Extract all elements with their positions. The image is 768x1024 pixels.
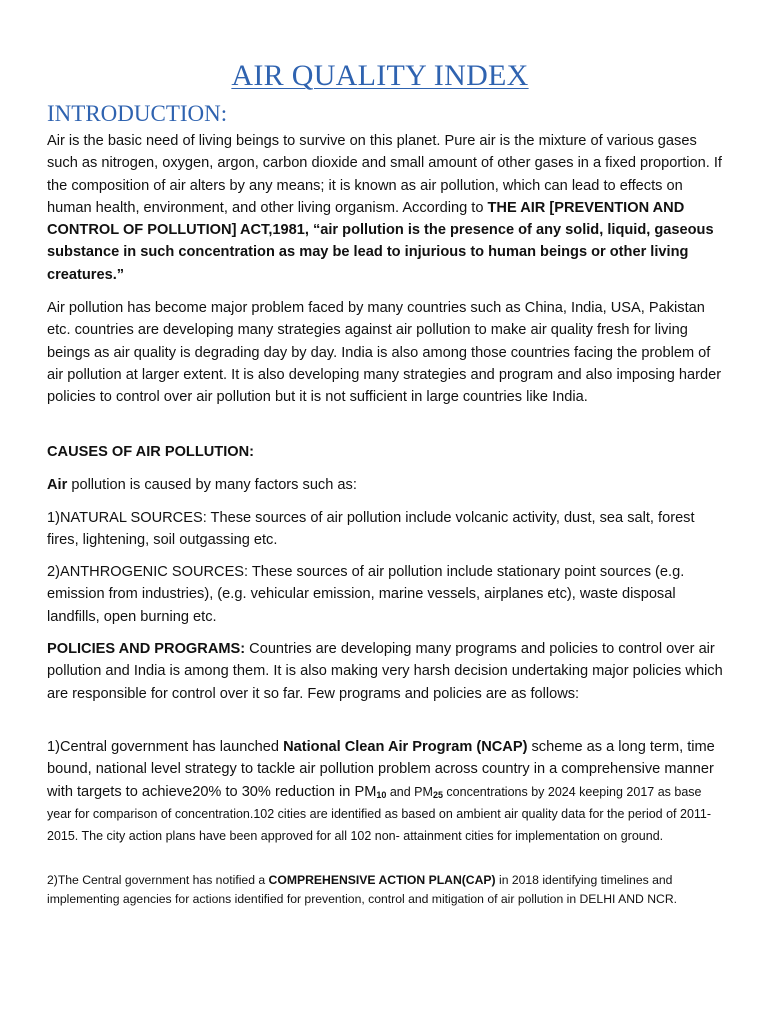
pollution-text: Air pollution has become major problem faced by many countries such as China, India, USA, Pakistan etc. countries are developing many strategies against air pollution to make air quality fresh for living beings as air quality is degrading day by day. India is also among those countries facing the problem of air pollution at larger extent. It is also developing many strategies and program and also imposing harder policies to control over air pollution but it is not sufficient in large countries like India. [47,300,722,406]
program-item-2 [47,871,729,910]
anthrogenic-sources-text: : These sources of air pollution include stationary point sources (e.g. emission from industries), (e.g. vehicular emission, marine vessels, airplanes etc), waste disposal landfills, open burning etc. [47,564,685,625]
introduction-heading: INTRODUCTION: [47,101,228,126]
causes-heading [47,441,729,463]
cap-plan: COMPREHENSIVE ACTION PLAN(CAP) [268,873,496,887]
anthrogenic-sources-label: 2)ANTHROGENIC SOURCES [47,564,245,580]
act-name: THE AIR [PREVENTION AND CONTROL OF POLLUTION] ACT,1981, [47,199,685,239]
item1-text-a: scheme as a long term, time bound, national level strategy to tackle air pollution problem across country in a comprehensive manner with targets to achieve20% to 30% reduction in PM [47,739,715,800]
item1-text-b: concentrations by 2024 keeping 2017 as base year for comparison of concentration.102 cities are identified as based on ambient air quality data for the period of 2011-2015. The city action plans have been approved for all 102 non- attainment cities for implementation on ground. [47,784,712,844]
natural-sources-text: : These sources of air pollution include volcanic activity, dust, sea salt, forest fires, lightening, soil outgassing etc. [47,510,695,549]
pm10-subscript: 10 [376,789,387,800]
causes-intro [47,474,729,496]
item2-prefix: 2)The Central government has notified a [47,873,269,887]
policies-label: POLICIES AND PROGRAMS: [47,641,246,657]
causes-intro-bold: Air [47,477,68,493]
item2-text: in 2018 identifying timelines and implementing agencies for actions identified for prevention, control and mitigation of air pollution in DELHI AND NCR. [47,873,678,907]
natural-sources-label: 1)NATURAL SOURCES [47,510,203,526]
policies-paragraph [47,638,729,705]
intro-text: Air is the basic need of living beings to survive on this planet. Pure air is the mixture of various gases such as nitrogen, oxygen, argon, carbon dioxide and small amount of other gases in a fixed proportion. If the composition of air alters by any means; it is known as air pollution, which can lead to effects on human health, environment, and other living organism. According to [47,133,722,216]
item1-and: and PM [386,784,433,799]
ncap-program: National Clean Air Program (NCAP) [283,739,528,755]
intro-paragraph [47,130,729,286]
pm25-subscript: 25 [432,789,443,800]
natural-sources [47,507,729,552]
pollution-paragraph [47,297,729,408]
causes-heading-text: CAUSES OF AIR POLLUTION: [47,444,255,460]
program-item-1 [47,736,729,847]
page-title: AIR QUALITY INDEX [231,59,529,92]
anthrogenic-sources [47,561,729,628]
item1-prefix: 1)Central government has launched [47,739,284,755]
definition-quote: “air pollution is the presence of any solid, liquid, gaseous substance in such concentration as may be lead to injurious to human beings or other living creatures.” [47,222,714,283]
policies-text: Countries are developing many programs and policies to control over air pollution and India is among them. It is also making very harsh decision undertaking major policies which are responsible for control over it so far. Few programs and policies are as follows: [47,641,723,702]
causes-intro-text: pollution is caused by many factors such as: [67,477,357,493]
